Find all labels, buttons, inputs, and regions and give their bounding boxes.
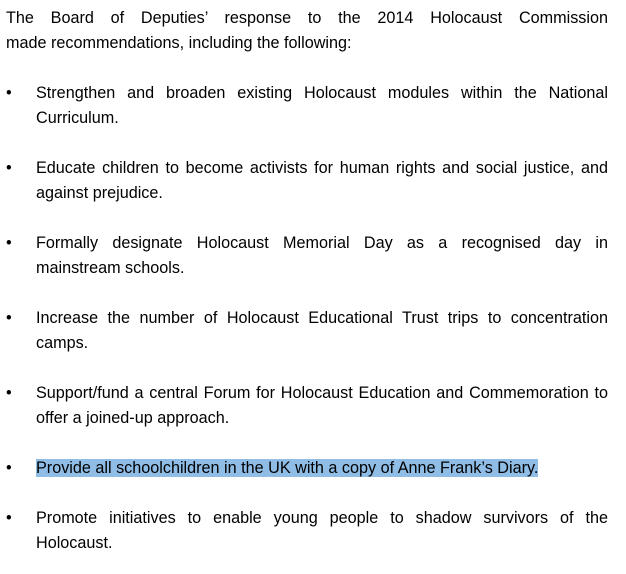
recommendation-text: Educate children to become activists for human rights and social justice, and against prejudice. bbox=[36, 159, 608, 202]
text-highlight[interactable]: Provide all schoolchildren in the UK with a copy of Anne Frank’s Diary. bbox=[36, 459, 539, 477]
list-item bbox=[6, 456, 608, 481]
list-item bbox=[6, 306, 608, 356]
recommendation-text: Promote initiatives to enable young people to shadow survivors of the Holocaust. bbox=[36, 509, 608, 552]
document-body bbox=[6, 6, 608, 556]
bullet-icon: • bbox=[6, 159, 12, 177]
intro-line-2: made recommendations, including the following: bbox=[6, 34, 352, 52]
list-item bbox=[6, 506, 608, 556]
bullet-icon: • bbox=[6, 84, 12, 102]
recommendation-text: Strengthen and broaden existing Holocaust modules within the National Curriculum. bbox=[36, 84, 608, 127]
recommendation-text: Support/fund a central Forum for Holocaust Education and Commemoration to offer a joined-up approach. bbox=[36, 384, 608, 427]
bullet-icon: • bbox=[6, 509, 12, 527]
list-item bbox=[6, 156, 608, 206]
intro-line-1: The Board of Deputies’ response to the 2014 Holocaust Commission bbox=[6, 9, 608, 27]
recommendation-text: Increase the number of Holocaust Educational Trust trips to concentration camps. bbox=[36, 309, 608, 352]
list-item bbox=[6, 231, 608, 281]
recommendation-text-highlighted[interactable] bbox=[36, 456, 608, 481]
list-item bbox=[6, 381, 608, 431]
bullet-icon: • bbox=[6, 459, 12, 477]
intro-paragraph bbox=[6, 6, 608, 56]
recommendation-text: Formally designate Holocaust Memorial Day as a recognised day in mainstream schools. bbox=[36, 234, 608, 277]
bullet-icon: • bbox=[6, 384, 12, 402]
recommendations-list bbox=[6, 81, 608, 556]
bullet-icon: • bbox=[6, 234, 12, 252]
list-item bbox=[6, 81, 608, 131]
bullet-icon: • bbox=[6, 309, 12, 327]
